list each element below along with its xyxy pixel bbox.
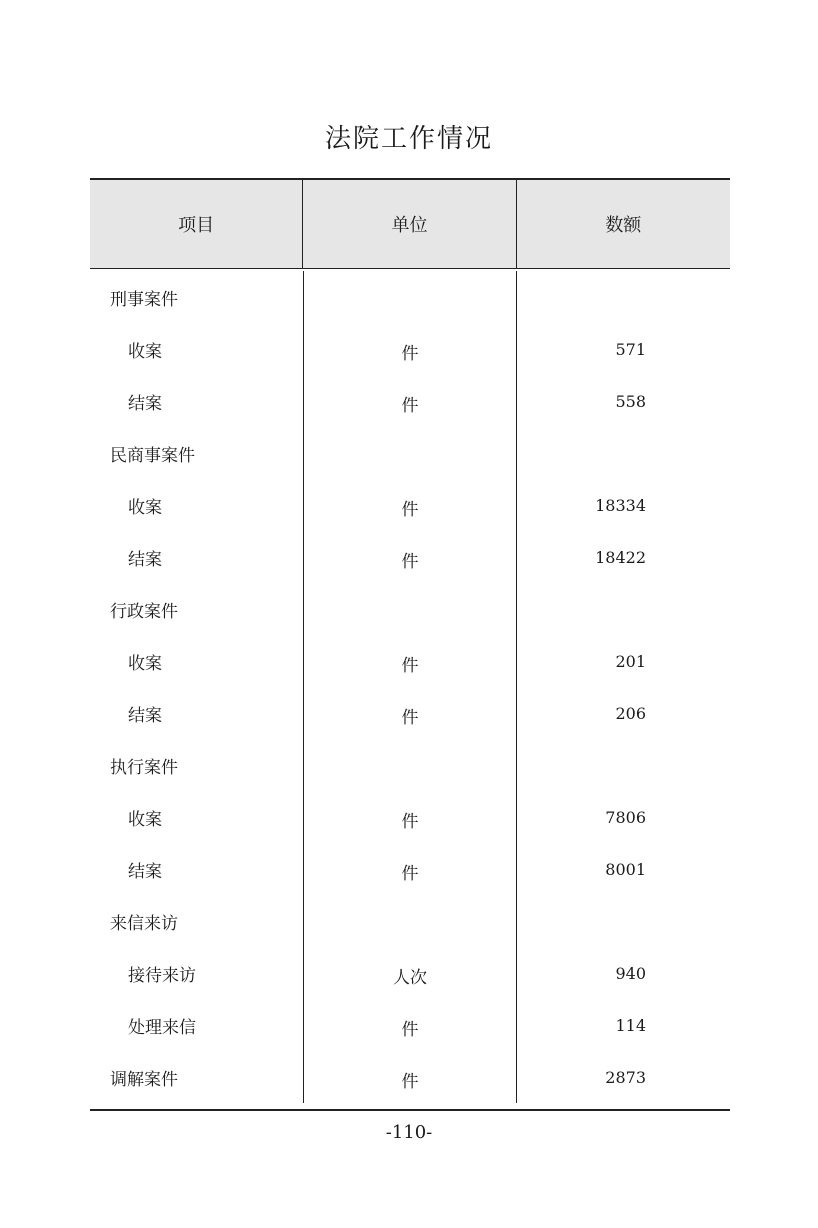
table-row <box>90 271 730 323</box>
row-item-label: 来信来访 <box>110 913 178 934</box>
table-row <box>90 375 730 427</box>
row-value: 558 <box>516 375 730 427</box>
table-body <box>90 269 730 1109</box>
table-row <box>90 479 730 531</box>
row-item-label: 结案 <box>128 861 162 882</box>
row-value <box>516 427 730 479</box>
row-item-label: 结案 <box>128 549 162 570</box>
header-amount: 数额 <box>516 180 730 268</box>
row-value: 2873 <box>516 1051 730 1103</box>
table-row <box>90 739 730 791</box>
row-value: 7806 <box>516 791 730 843</box>
row-item-label: 结案 <box>128 705 162 726</box>
row-unit <box>303 739 516 791</box>
court-work-table <box>90 178 730 1111</box>
row-item-label: 收案 <box>128 809 162 830</box>
row-item-label: 执行案件 <box>110 757 178 778</box>
row-unit <box>303 427 516 479</box>
table-row <box>90 583 730 635</box>
page-title: 法院工作情况 <box>324 124 493 154</box>
row-value <box>516 895 730 947</box>
table-row <box>90 687 730 739</box>
table-header <box>90 180 730 269</box>
header-unit: 单位 <box>302 180 515 268</box>
table-row <box>90 791 730 843</box>
row-value: 201 <box>516 635 730 687</box>
row-unit: 件 <box>303 531 516 583</box>
row-item-label: 刑事案件 <box>110 289 178 310</box>
row-unit: 件 <box>303 791 516 843</box>
row-unit: 件 <box>303 843 516 895</box>
row-value <box>516 271 730 323</box>
row-value: 18334 <box>516 479 730 531</box>
row-item-label: 收案 <box>128 653 162 674</box>
row-unit: 件 <box>303 479 516 531</box>
row-item-label: 收案 <box>128 341 162 362</box>
row-unit: 人次 <box>303 947 516 999</box>
row-unit <box>303 271 516 323</box>
table-row <box>90 427 730 479</box>
row-value: 114 <box>516 999 730 1051</box>
table-row <box>90 947 730 999</box>
row-unit: 件 <box>303 375 516 427</box>
table-row <box>90 635 730 687</box>
row-value: 18422 <box>516 531 730 583</box>
row-unit: 件 <box>303 1051 516 1103</box>
row-item-label: 收案 <box>128 497 162 518</box>
table-row <box>90 999 730 1051</box>
row-item-label: 处理来信 <box>128 1017 196 1038</box>
page-number: -110- <box>385 1122 433 1143</box>
row-value: 8001 <box>516 843 730 895</box>
row-unit: 件 <box>303 323 516 375</box>
row-value: 571 <box>516 323 730 375</box>
row-value <box>516 583 730 635</box>
header-item: 项目 <box>178 215 215 236</box>
row-unit: 件 <box>303 635 516 687</box>
row-item-label: 民商事案件 <box>110 445 195 466</box>
row-unit: 件 <box>303 687 516 739</box>
row-unit <box>303 583 516 635</box>
row-item-label: 调解案件 <box>110 1069 178 1090</box>
row-item-label: 结案 <box>128 393 162 414</box>
table-row <box>90 323 730 375</box>
table-row <box>90 895 730 947</box>
row-unit <box>303 895 516 947</box>
row-value <box>516 739 730 791</box>
row-item-label: 行政案件 <box>110 601 178 622</box>
table-row <box>90 531 730 583</box>
row-value: 206 <box>516 687 730 739</box>
table-row <box>90 843 730 895</box>
table-row <box>90 1051 730 1103</box>
row-value: 940 <box>516 947 730 999</box>
row-item-label: 接待来访 <box>128 965 196 986</box>
row-unit: 件 <box>303 999 516 1051</box>
